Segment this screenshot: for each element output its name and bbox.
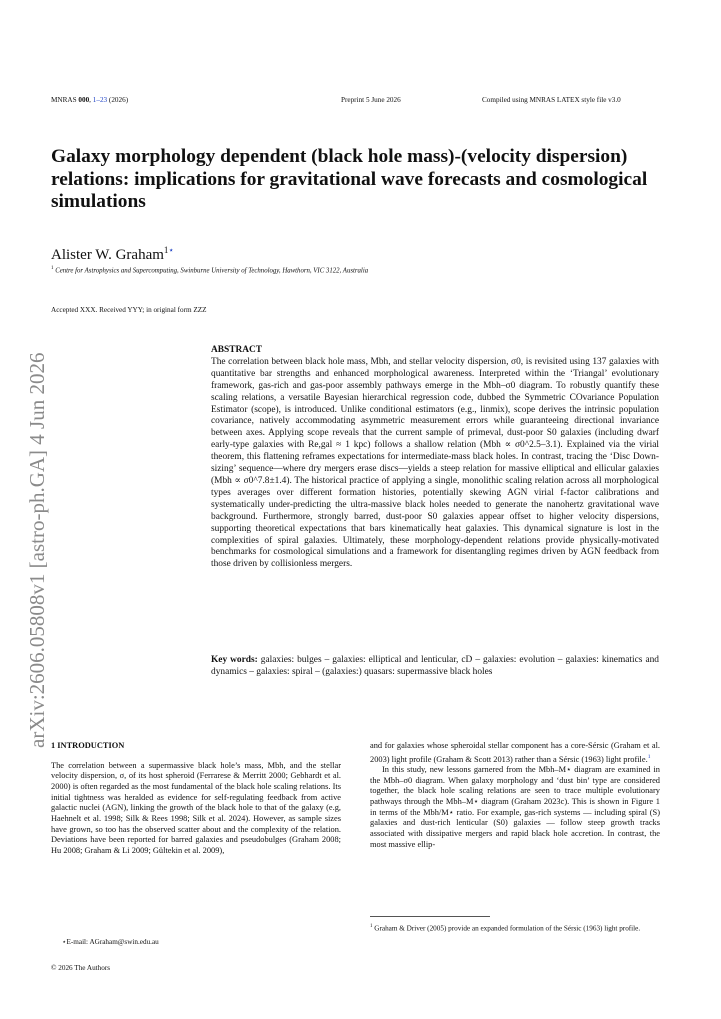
author-line (51, 245, 174, 264)
email-footnote: ⋆E-mail: AGraham@swin.edu.au (62, 938, 159, 946)
paper-title: Galaxy morphology dependent (black hole mass)-(velocity dispersion) relations: implications for gravitational wave forecasts and cosmological simulations (51, 146, 648, 212)
arxiv-side-stamp (6, 300, 56, 750)
abstract-text: The correlation between black hole mass, Mbh, and stellar velocity dispersion, σ0, is revisited using 137 galaxies with quantitative bar strengths and enhanced morphological awareness. Interpreted within the ‘Triangal’ evolutionary framework, gas-rich and gas-poor assembly pathways emerge in the Mbh–σ0 diagram. To robustly quantify these scaling relations, a versatile Bayesian hierarchical regression code, dubbed the Symmetric COvariance Population Estimator (scope), is introduced. Unlike conditional estimators (e.g., linmix), scope derives the intrinsic population covariance, natively accommodating asymmetric measurement errors while guaranteeing directional invariance between axes. Applying scope reveals that the current sample of primeval, dust-poor S0 galaxies (including dwarf early-type galaxies with Re,gal ≈ 1 kpc) follows a shallow relation (Mbh ∝ σ0^2.5–3.1). Explained via the virial theorem, this flattening reframes expectations for intermediate-mass black holes. In contrast, tracing the ‘Disc Down-sizing’ sequence—where dry mergers erase discs—yields a steep relation for massive elliptical and ellicular galaxies (Mbh ∝ σ0^7.8±1.4). The historical practice of applying a single, monolithic scaling relation across all morphological types averages over different formation histories, potentially skewing AGN virial f-factor calibrations and systematically under-predicting the ultra-massive black holes needed to generate the nanohertz gravitational wave background. Furthermore, strongly barred, dust-poor S0 galaxies appear offset to higher velocity dispersions, supporting theoretical expectations that bars kinematically heat galaxies. This dynamical signature is lost in the complexities of spiral galaxies. Ultimately, these morphology-dependent relations provide physically-motivated benchmarks for cosmological simulations and a framework for disentangling regimes driven by AGN feedback from those driven by collisionless mergers. (211, 356, 659, 570)
email-footnote-link[interactable]: ⋆ (168, 245, 175, 255)
page-range-link[interactable]: 1–23 (92, 96, 108, 104)
keywords (211, 655, 659, 679)
footnote-rule (370, 916, 490, 917)
affiliation: $^1$ Centre for Astrophysics and Supercomputing, Swinburne University of Technology, Hawthorn, VIC 3122, Australia (51, 266, 369, 275)
footnote-1: $^1$ Graham & Driver (2005) provide an expanded formulation of the Sérsic (1963) light profile. (370, 924, 641, 933)
keywords-label: Key words: (211, 655, 258, 665)
keywords-text: galaxies: bulges – galaxies: elliptical and lenticular, cD – galaxies: evolution – galaxies: kinematics and dynamics – galaxies: spiral – (galaxies:) quasars: supermassive black holes (211, 655, 659, 677)
section-heading: 1 INTRODUCTION (51, 741, 125, 750)
intro-left-column (51, 741, 341, 857)
footnote-1-link[interactable]: 1 (647, 753, 651, 760)
intro-right-column (370, 741, 660, 850)
copyright: © 2026 The Authors (51, 964, 111, 972)
author-name: Alister W. Graham (51, 247, 164, 263)
svg-text:arXiv:2606.05808v1 [astro-ph.: arXiv:2606.05808v1 [astro-ph.GA] 4 Jun 2026 (25, 352, 49, 748)
affiliation-mark: 1 (163, 245, 169, 255)
intro-paragraph-1-cont: and for galaxies whose spheroidal stellar component has a core-Sérsic (Graham et al. 2003) light profile (Graham & Scott 2013) rather than a Sérsic (1963) light profile.$^1$ (370, 741, 660, 764)
intro-paragraph-2: In this study, new lessons garnered from the Mbh–M⋆ diagram are examined in the Mbh–σ0 diagram. When galaxy morphology and ‘dust bin’ type are considered together, the black hole scaling relations are seen to trace multiple evolutionary pathways through the Mbh–M⋆ diagram (Graham 2023c). This is shown in Figure 1 in terms of the Mbh/M⋆ ratio. For example, gas-rich systems — including spiral (S) galaxies and dust-rich lenticular (S0) galaxies — follow steep growth tracks associated with dissipative mergers and rapid black hole accretion. In contrast, the most massive ellip- (370, 765, 660, 849)
compile-note: Compiled using MNRAS LATEX style file v3.0 (482, 96, 621, 104)
abstract-heading: ABSTRACT (211, 345, 263, 355)
received-accepted-line: Accepted XXX. Received YYY; in original form ZZZ (51, 306, 207, 314)
abstract (211, 345, 659, 571)
preprint-date: Preprint 5 June 2026 (341, 96, 401, 104)
intro-paragraph-1: The correlation between a supermassive black hole’s mass, Mbh, and the stellar velocity dispersion, σ, of its host spheroid (Ferrarese & Merritt 2000; Gebhardt et al. 2000) is often regarded as the most fundamental of the black hole scaling relations. Its initial tightness was heralded as evidence for self-regulating feedback from active galactic nuclei (AGN), linking the growth of the black hole to that of the galaxy (e.g, Haehnelt et al. 1998; Silk & Rees 1998; Silk et al. 2024). However, as sample sizes have grown, so too has the observed scatter about and the complexity of the relation. Deviations have been reported for barred galaxies and pseudobulges (Graham 2008; Hu 2008; Graham & Li 2009; Gültekin et al. 2009), (51, 760, 341, 855)
journal-citation: MNRAS 000, 1–23 (2026) (51, 96, 129, 104)
